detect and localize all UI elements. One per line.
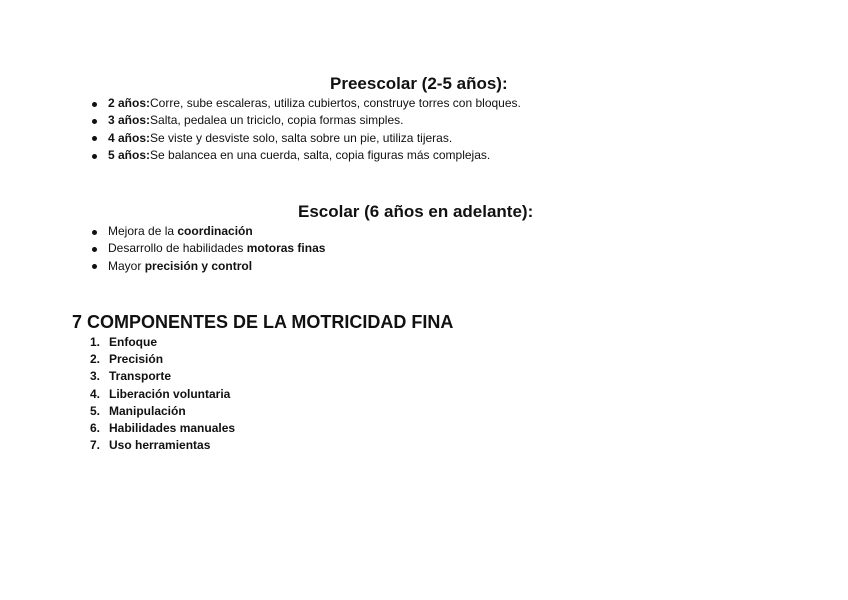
age-description: Se balancea en una cuerda, salta, copia figuras más complejas. (150, 148, 491, 163)
escolar-heading: Escolar (6 años en adelante): (298, 202, 534, 221)
item-number: 2. (90, 352, 101, 367)
list-item (88, 112, 521, 129)
list-item (88, 130, 521, 147)
item-emphasis: motoras finas (246, 241, 326, 256)
list-item (90, 437, 235, 454)
item-text: Enfoque (109, 335, 157, 349)
item-number: 1. (90, 335, 101, 349)
age-description: Se viste y desviste solo, salta sobre un pie, utiliza tijeras. (150, 130, 453, 145)
age-label: 5 años: (108, 148, 151, 163)
list-item (90, 334, 235, 351)
item-number: 7. (90, 438, 101, 453)
item-text: Manipulación (109, 403, 186, 418)
list-item (88, 240, 325, 257)
preescolar-heading: Preescolar (2-5 años): (330, 74, 508, 93)
componentes-heading: 7 COMPONENTES DE LA MOTRICIDAD FINA (72, 312, 454, 332)
item-text: Desarrollo de habilidades (108, 241, 247, 256)
list-item (90, 386, 235, 403)
list-item (90, 368, 235, 385)
age-description: Corre, sube escaleras, utiliza cubiertos, construye torres con bloques. (150, 96, 521, 110)
age-label: 4 años: (108, 130, 151, 145)
item-text: Mayor (108, 258, 145, 273)
item-text: Liberación voluntaria (109, 386, 231, 401)
list-item (90, 420, 235, 437)
age-label: 3 años: (108, 113, 151, 128)
list-item (88, 147, 521, 164)
age-description: Salta, pedalea un triciclo, copia formas simples. (150, 113, 404, 128)
age-label: 2 años: (108, 96, 151, 110)
item-text: Transporte (109, 369, 172, 384)
item-text: Mejora de la (108, 224, 178, 238)
list-item (88, 223, 325, 240)
item-emphasis: precisión y control (144, 258, 253, 273)
item-number: 5. (90, 403, 101, 418)
item-number: 3. (90, 369, 101, 384)
list-item (88, 95, 521, 112)
list-item (90, 351, 235, 368)
item-text: Precisión (109, 352, 164, 367)
item-text: Habilidades manuales (109, 420, 236, 435)
item-emphasis: coordinación (177, 224, 253, 238)
escolar-list (88, 223, 325, 275)
componentes-list (90, 334, 235, 454)
item-text: Uso herramientas (109, 438, 211, 453)
item-number: 6. (90, 420, 101, 435)
list-item (90, 403, 235, 420)
item-number: 4. (90, 386, 101, 401)
preescolar-list (88, 95, 521, 165)
list-item (88, 258, 325, 275)
